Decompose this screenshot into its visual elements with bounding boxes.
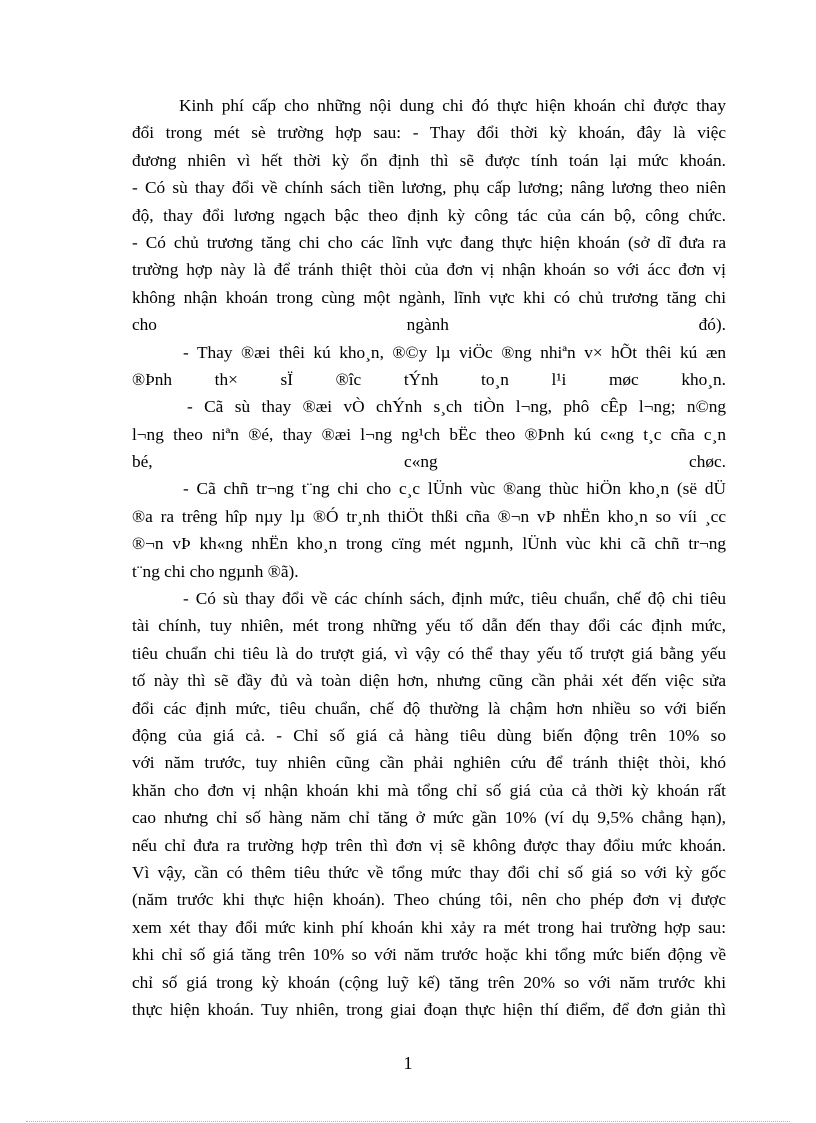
text-line: độ, thay đổi lương ngạch bậc theo định kỳ công tác của cán bộ, công chức. — [132, 205, 726, 225]
text-line: với năm trước, tuy nhiên cũng cần phải nghiên cứu để tránh thiệt thòi, khó — [132, 753, 726, 773]
page-number: 1 — [403, 1053, 413, 1073]
text-line: tài chính, tuy nhiên, mét trong những yếu tố dẫn đến thay đổi các định mức, — [132, 616, 726, 636]
text-line: tiêu chuẩn chi tiêu là do trượt giá, vì vậy có thể thay yếu tố trượt giá bằng yếu — [132, 643, 726, 663]
text-line: l¬ng theo niªn ®é, thay ®æi l¬ng ng¹ch bËc theo ®Þnh kú c«ng t¸c cña c¸n — [132, 424, 726, 444]
text-line: - Có sù thay đổi về các chính sách, định mức, tiêu chuẩn, chế độ chi tiêu — [183, 589, 726, 609]
text-line: - Thay ®æi thêi kú kho¸n, ®©y lµ viÖc ®ng nhiªn v× hÕt thêi kú æn — [183, 342, 726, 362]
text-line: cho ngành đó). — [132, 315, 726, 335]
text-line: bé, c«ng chøc. — [132, 452, 726, 472]
text-line: đổi trong mét sè trường hợp sau: - Thay đổi thời kỳ khoán, đây là việc — [132, 123, 726, 143]
text-line: t¨ng chi cho ngµnh ®ã). — [132, 561, 299, 581]
body-text — [132, 92, 726, 1023]
text-line: khăn cho đơn vị nhận khoán khi mà tổng chỉ số giá của cả thời kỳ khoán rất — [132, 780, 726, 800]
text-line: xem xét thay đổi mức kinh phí khoán khi xảy ra mét trong hai trường hợp sau: — [132, 917, 726, 937]
text-line: - Cã sù thay ®æi vÒ chÝnh s¸ch tiÒn l¬ng, phô cÊp l¬ng; n©ng — [187, 397, 726, 417]
text-line: thực hiện khoán. Tuy nhiên, trong giai đoạn thực hiện thí điểm, để đơn giản thì — [132, 999, 726, 1019]
text-line: đương nhiên vì hết thời kỳ ổn định thì sẽ được tính toán lại mức khoán. — [132, 150, 726, 170]
text-line: nếu chỉ đưa ra trường hợp trên thì đơn vị sẽ không được thay đổiu mức khoán. — [132, 835, 726, 855]
text-line: cao nhưng chỉ số hàng năm chỉ tăng ở mức gần 10% (ví dụ 9,5% chẳng hạn), — [132, 808, 726, 828]
text-line: chỉ số giá trong kỳ khoán (cộng luỹ kế) tăng trên 20% so với năm trước khi — [132, 972, 726, 992]
text-line: đổi các định mức, tiêu chuẩn, chế độ thường là chậm hơn nhiều so với biến — [132, 698, 726, 718]
text-line: ®¬n vÞ kh«ng nhËn kho¸n trong cïng mét ngµnh, lÜnh vùc khi cã chñ tr¬ng — [132, 534, 726, 554]
text-line: ®Þnh th× sÏ ®îc tÝnh to¸n l¹i møc kho¸n. — [132, 369, 726, 389]
text-line: ®a ra trêng hîp nµy lµ ®Ó tr¸nh thiÖt thßi cña ®¬n vÞ nhËn kho¸n so víi ¸cc — [132, 506, 726, 526]
footer-dotted-rule — [26, 1121, 790, 1122]
text-line: - Có chủ trương tăng chi cho các lĩnh vực đang thực hiện khoán (sở dĩ đưa ra — [132, 232, 726, 252]
text-line: Kinh phí cấp cho những nội dung chi đó thực hiện khoán chỉ được thay — [179, 96, 726, 115]
text-line: không nhận khoán trong cùng một ngành, lĩnh vực khi có chủ trương tăng chi — [132, 287, 726, 307]
text-line: động của giá cả. - Chỉ số giá cả hàng tiêu dùng biến động trên 10% so — [132, 725, 726, 745]
text-line: - Có sù thay đổi về chính sách tiền lương, phụ cấp lương; nâng lương theo niên — [132, 178, 726, 198]
text-line: trường hợp này là để tránh thiệt thòi của đơn vị nhận khoán so với ácc đơn vị — [132, 260, 726, 280]
text-line: (năm trước khi thực hiện khoán). Theo chúng tôi, nên cho phép đơn vị được — [132, 890, 726, 910]
text-line: Vì vậy, cần có thêm tiêu thức về tổng mức thay đổi chỉ số giá so với kỳ gốc — [132, 862, 726, 882]
text-line: tố này thì sẽ đầy đủ và toàn diện hơn, nhưng cũng cần phải xét đến việc sửa — [132, 671, 726, 691]
text-line: - Cã chñ tr¬ng t¨ng chi cho c¸c lÜnh vùc ®ang thùc hiÖn kho¸n (së dÜ — [183, 479, 726, 499]
text-line: khi chỉ số giá tăng trên 10% so với năm trước hoặc khi tổng mức biến động về — [132, 945, 726, 965]
